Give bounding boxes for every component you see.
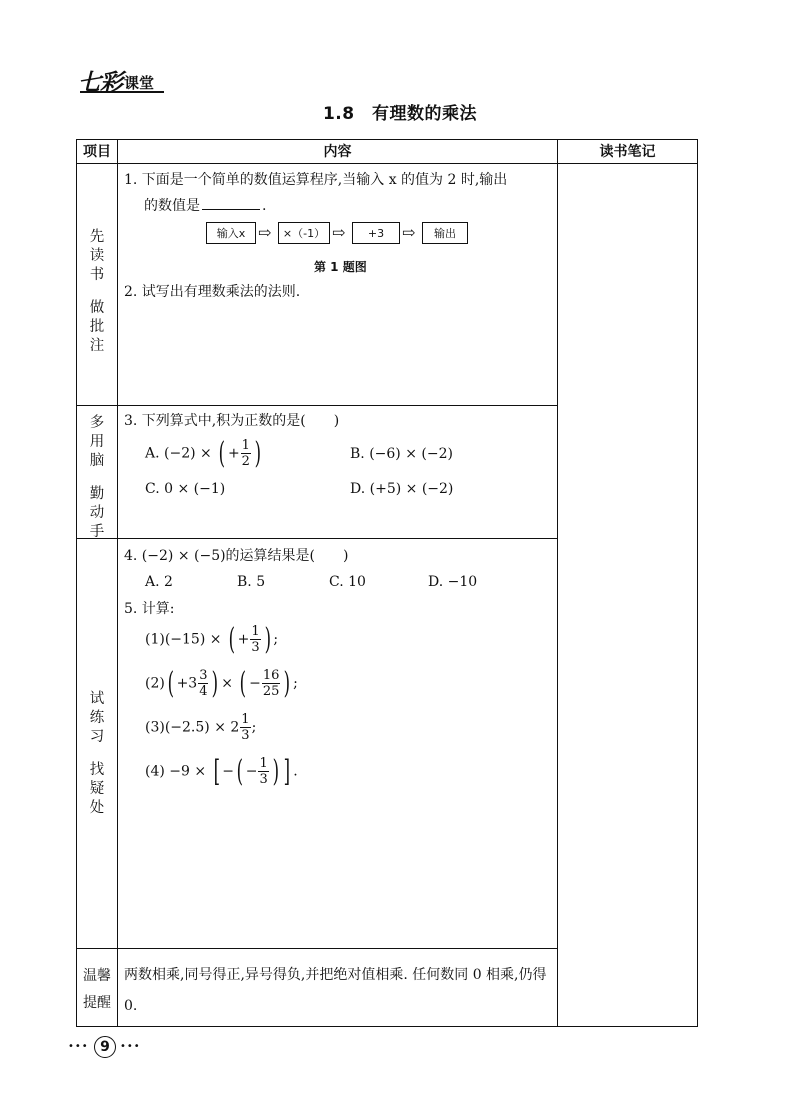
flow-arrow: ⇨ [332,223,346,242]
warm-tip-text: 两数相乘,同号得正,异号得负,并把绝对值相乘. 任何数同 0 相乘,仍得 0. [124,967,547,1014]
option-3a: A. (−2) × ( + $\frac{1}{2}$ ) [145,435,262,471]
header-item: 项目 [83,144,111,160]
option-4c: C. 10 [329,574,366,590]
section-label-read: 先读书 做批注 [89,229,105,354]
header-notes: 读书笔记 [599,144,656,160]
section-label-practice: 试练习 找疑处 [89,691,105,816]
divider [76,405,558,406]
page-title: 1.8 有理数的乘法 [322,104,478,124]
question-2: 2. 试写出有理数乘法的法则. [124,284,301,300]
question-5-stem: 5. 计算: [124,601,175,617]
logo-underline [80,91,164,93]
problem-5-4: (4) −9 × [ −( − $\frac{1}{3}$ ) ] . [145,753,298,789]
divider [117,139,118,1027]
page-number: 9 [94,1036,116,1058]
divider [76,163,698,164]
logo-script: 七彩 [78,69,122,96]
flow-add-box: +3 [352,222,400,244]
option-4a: A. 2 [145,574,173,590]
divider [76,948,558,949]
decor-dots: ••• [120,1041,141,1052]
logo-course: 课堂 [124,74,155,92]
flow-multiply-box: ×（-1） [278,222,330,244]
divider [557,139,558,1027]
option-3c: C. 0 × (−1) [145,481,226,497]
decor-dots: ••• [68,1041,89,1052]
flow-arrow: ⇨ [402,223,416,242]
flow-output-box: 输出 [422,222,468,244]
question-4-stem: 4. (−2) × (−5)的运算结果是( ) [124,548,349,564]
section-label-tip: 温馨提醒 [83,968,111,1011]
question-1-line2: 的数值是 . [144,195,266,216]
problem-5-1: (1)(−15) × ( + $\frac{1}{3}$ ) ; [145,621,279,657]
question-1-line1: 1. 下面是一个简单的数值运算程序,当输入 x 的值为 2 时,输出 [124,172,508,188]
option-3d: D. (+5) × (−2) [350,481,454,497]
option-4d: D. −10 [428,574,478,590]
header-content: 内容 [323,144,352,160]
section-label-think: 多用脑 勤动手 [89,415,105,540]
option-4b: B. 5 [237,574,266,590]
problem-5-2: (2)( +3 $\frac{3}{4}$ ) × ( − $\frac{16}{25}$ ) ; [145,665,298,701]
question-3-stem: 3. 下列算式中,积为正数的是( ) [124,413,340,429]
figure-caption: 第 1 题图 [314,260,367,274]
page-number-badge [64,1036,144,1060]
option-3b: B. (−6) × (−2) [350,446,453,462]
series-logo [78,64,164,94]
problem-5-3: (3)(−2.5) × 2 $\frac{1}{3}$ ; [145,712,257,743]
divider [76,538,558,539]
flow-input-box: 输入x [206,222,256,244]
flow-arrow: ⇨ [258,223,272,242]
answer-blank [202,195,260,210]
